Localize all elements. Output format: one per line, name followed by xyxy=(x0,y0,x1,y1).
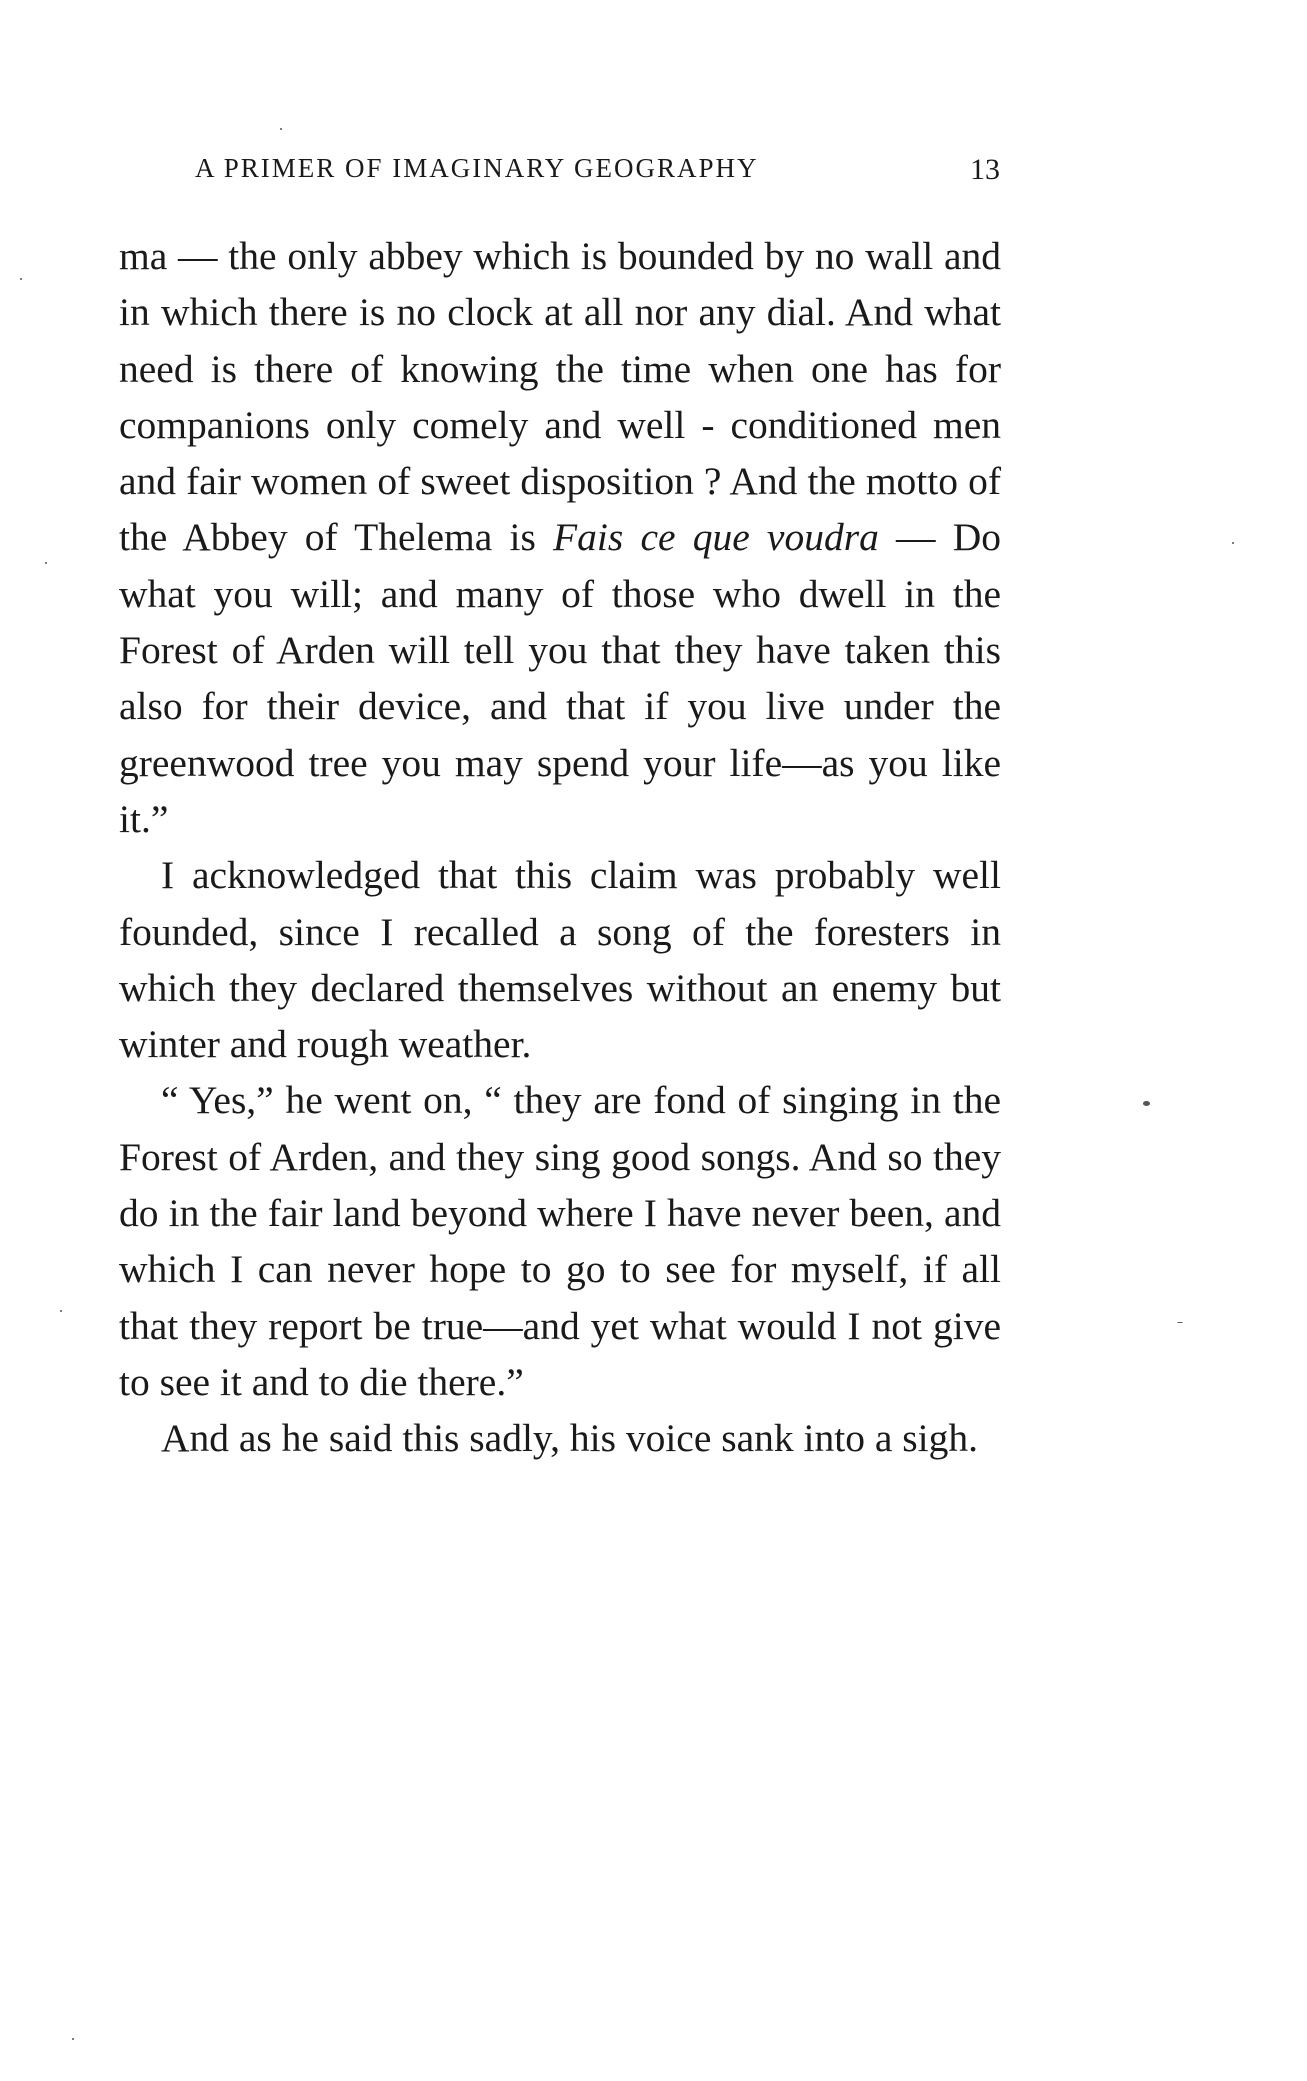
speck xyxy=(20,278,22,280)
page-number: 13 xyxy=(970,153,1000,186)
speck xyxy=(280,128,282,130)
speck xyxy=(45,562,47,564)
speck xyxy=(1232,542,1234,544)
body-text xyxy=(119,228,1001,1467)
speck xyxy=(1143,1101,1150,1106)
paragraph-1 xyxy=(119,228,1001,847)
paragraph-2 xyxy=(119,847,1001,1072)
paragraph-3 xyxy=(119,1072,1001,1410)
paragraph-3-text: “ Yes,” he went on, “ they are fond of singing in the Forest of Arden, and they sing good songs. And so they do in the fair land beyond where I have never been, and which I can never hope to go to see for myself, if all that they report be true—and yet what would I not give to see it and to die there.” xyxy=(119,1078,1001,1404)
speck xyxy=(60,1310,62,1312)
paragraph-4 xyxy=(119,1410,1001,1466)
paragraph-2-text: I acknowledged that this claim was probably well founded, since I recalled a song of the foresters in which they declared themselves without an enemy but winter and rough weather. xyxy=(119,853,1001,1067)
paragraph-1-text-a: ma — the only abbey which is bounded by no wall and in which there is no clock at all nor any dial. And what need is there of knowing the time when one has for companions only comely and well - conditioned men and fair women of sweet disposition ? And the motto of the Abbey of Thelema is xyxy=(119,234,1001,560)
paragraph-1-motto-italic: Fais ce que voudra xyxy=(553,515,879,560)
running-head xyxy=(190,153,1000,193)
paragraph-1-text-b: — Do what you will; and many of those who dwell in the Forest of Arden will tell you that they have taken this also for their device, and that if you live under the greenwood tree you may spend your life—as you like it.” xyxy=(119,515,1001,841)
running-title: A PRIMER OF IMAGINARY GEOGRAPHY xyxy=(195,153,759,183)
speck xyxy=(72,2038,74,2040)
speck xyxy=(1177,1322,1183,1323)
paragraph-4-text: And as he said this sadly, his voice sank into a sigh. xyxy=(161,1416,978,1461)
